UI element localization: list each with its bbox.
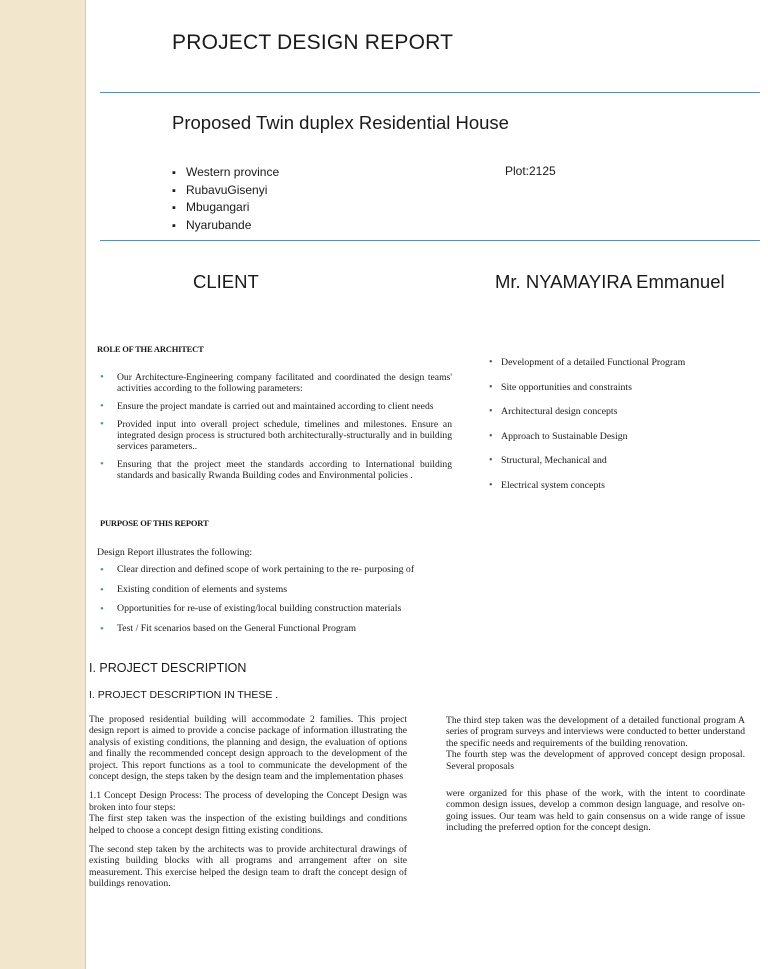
- purpose-heading: PURPOSE OF THIS REPORT: [100, 518, 209, 528]
- client-label: CLIENT: [193, 271, 259, 292]
- purpose-list: [100, 564, 414, 642]
- scope-list: [489, 357, 685, 505]
- role-item: • Our Architecture-Engineering company facilitated and coordinated the design teams' activities according to the following parameters:: [100, 372, 452, 394]
- scope-item: • Structural, Mechanical and: [489, 455, 685, 480]
- description-paragraph: 1.1 Concept Design Process: The process of developing the Concept Design was broken into four steps:: [89, 790, 407, 813]
- scope-item: • Architectural design concepts: [489, 406, 685, 431]
- plot-number: Plot:2125: [505, 164, 556, 178]
- description-paragraph: The fourth step was the development of approved concept design proposal. Several proposals: [446, 749, 745, 772]
- location-item: ▪ RubavuGisenyi: [172, 182, 279, 200]
- description-paragraph: The third step taken was the development of a detailed functional program A series of program surveys and interviews were conducted to better understand the specific needs and requirements of the building renovation.: [446, 715, 745, 749]
- description-left-column: [89, 714, 407, 890]
- description-paragraph: The proposed residential building will accommodate 2 families. This project design report is aimed to provide a concise package of information illustrating the analysis of existing conditions, the planning and design, the evaluation of options and finally the recommended concept design approach to the development of the project. This report functions as a tool to communicate the development of the concept design, the steps taken by the design team and the implementation phases: [89, 714, 407, 783]
- role-list: [100, 372, 452, 488]
- purpose-intro: Design Report illustrates the following:: [97, 547, 253, 558]
- scope-item: • Electrical system concepts: [489, 480, 685, 505]
- section-heading: I. PROJECT DESCRIPTION: [89, 661, 247, 675]
- role-item: • Ensure the project mandate is carried out and maintained according to client needs: [100, 401, 452, 412]
- page-sidebar: [0, 0, 86, 969]
- purpose-item: • Opportunities for re-use of existing/local building construction materials: [100, 603, 414, 623]
- role-item: • Provided input into overall project schedule, timelines and milestones. Ensure an integrated design process is structured both architecturally-structurally and in building services parameters..: [100, 419, 452, 452]
- description-paragraph: were organized for this phase of the work, with the intent to coordinate common design issues, develop a common design language, and resolve on-going issues. Our team was held to gain consensus on a wide range of issue including the preferred option for the concept design.: [446, 788, 745, 834]
- location-item: ▪ Nyarubande: [172, 217, 279, 235]
- description-paragraph: The second step taken by the architects was to provide architectural drawings of existing building blocks with all programs and arrangement after on site measurement. This exercise helped the design team to draft the concept design of buildings renovation.: [89, 844, 407, 890]
- page-title: PROJECT DESIGN REPORT: [172, 31, 454, 54]
- divider: [100, 92, 760, 93]
- purpose-item: • Clear direction and defined scope of work pertaining to the re- purposing of: [100, 564, 414, 584]
- description-paragraph: The first step taken was the inspection of the existing buildings and conditions helped to choose a concept design fitting existing conditions.: [89, 813, 407, 836]
- location-item: ▪ Western province: [172, 164, 279, 182]
- section-subheading: I. PROJECT DESCRIPTION IN THESE .: [89, 689, 279, 701]
- role-item: • Ensuring that the project meet the standards according to International building standards and basically Rwanda Building codes and Environmental policies .: [100, 459, 452, 481]
- description-right-column: [446, 715, 745, 834]
- purpose-item: • Test / Fit scenarios based on the General Functional Program: [100, 623, 414, 643]
- scope-item: • Site opportunities and constraints: [489, 382, 685, 407]
- scope-item: • Approach to Sustainable Design: [489, 431, 685, 456]
- location-item: ▪ Mbugangari: [172, 199, 279, 217]
- role-heading: ROLE OF THE ARCHITECT: [97, 344, 204, 354]
- scope-item: • Development of a detailed Functional Program: [489, 357, 685, 382]
- divider: [100, 240, 760, 241]
- purpose-item: • Existing condition of elements and systems: [100, 584, 414, 604]
- location-list: [172, 164, 279, 234]
- client-name: Mr. NYAMAYIRA Emmanuel: [495, 271, 725, 292]
- project-subtitle: Proposed Twin duplex Residential House: [172, 112, 509, 133]
